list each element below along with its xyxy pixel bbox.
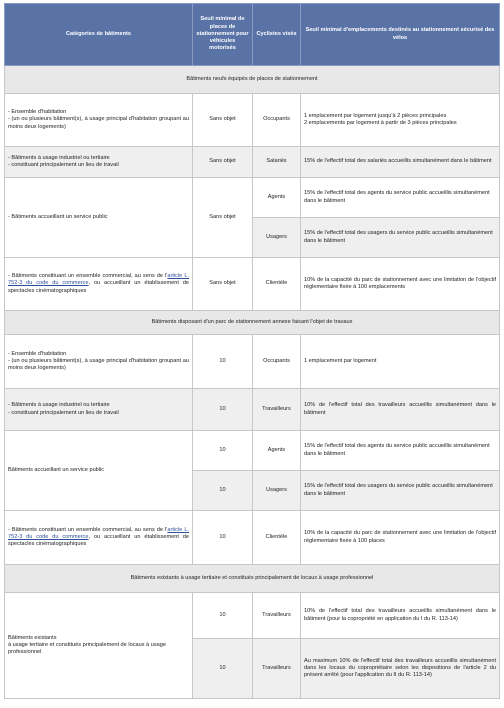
motor-threshold-cell: 10: [193, 389, 253, 431]
category-cell: - Bâtiments à usage industriel ou tertiaire - constituant principalement un lieu de travail: [5, 147, 193, 178]
header-bike-threshold: Seuil minimal d'emplacements destinés au stationnement sécurisé des vélos: [301, 4, 500, 66]
cyclists-cell: Usagers: [253, 218, 301, 258]
commerce-code-link[interactable]: article L. 752-3 du code du commerce: [8, 273, 189, 287]
category-cell: - Ensemble d'habitation - (un ou plusieurs bâtiment(s), à usage principal d'habitation groupant au moins deux logements): [5, 94, 193, 147]
header-cyclists: Cyclistes visés: [253, 4, 301, 66]
category-cell: [5, 258, 193, 311]
bike-parking-table: [4, 3, 500, 699]
motor-threshold-cell: Sans objet: [193, 147, 253, 178]
cyclists-cell: Clientèle: [253, 511, 301, 565]
bike-threshold-cell: 10% de l'effectif total des travailleurs accueillis simultanément dans le bâtiment (pour la copropriété en application du I du R. 113-14): [301, 593, 500, 639]
table-row: [5, 511, 500, 565]
cyclists-cell: Agents: [253, 178, 301, 218]
cyclists-cell: Usagers: [253, 471, 301, 511]
category-cell: Bâtiments accueillant un service public: [5, 431, 193, 511]
cyclists-cell: Salariés: [253, 147, 301, 178]
category-cell: [5, 511, 193, 565]
table-row: [5, 389, 500, 431]
section-row-new-buildings: [5, 66, 500, 94]
table-row: [5, 335, 500, 389]
motor-threshold-cell: 10: [193, 431, 253, 471]
bike-threshold-cell: Au maximum 10% de l'effectif total des travailleurs accueillis simultanément dans les locaux du copropriétaire selon les dispositions de l'article 2 du présent arrêté (pour l'application du II du R. 113-14): [301, 639, 500, 699]
motor-threshold-cell: Sans objet: [193, 258, 253, 311]
table-row: [5, 258, 500, 311]
table-header-row: [5, 4, 500, 66]
category-cell: - Bâtiments accueillant un service public: [5, 178, 193, 258]
table-row: [5, 593, 500, 639]
table-row: [5, 178, 500, 218]
table-row: [5, 94, 500, 147]
bike-threshold-cell: 1 emplacement par logement: [301, 335, 500, 389]
bike-threshold-cell: 15% de l'effectif total des usagers du service public accueillis simultanément dans le bâtiment: [301, 218, 500, 258]
bike-threshold-cell: 15% de l'effectif total des agents du service public accueillis simultanément dans le bâtiment: [301, 431, 500, 471]
category-cell: - Ensemble d'habitation - (un ou plusieurs bâtiment(s), à usage principal d'habitation groupant au moins deux logements): [5, 335, 193, 389]
section-title: Bâtiments existants à usage tertiaire et constitués principalement de locaux à usage professionnel: [5, 565, 500, 593]
table-row: [5, 431, 500, 471]
cyclists-cell: Travailleurs: [253, 639, 301, 699]
motor-threshold-cell: 10: [193, 471, 253, 511]
bike-threshold-cell: 15% de l'effectif total des agents du service public accueillis simultanément dans le bâtiment: [301, 178, 500, 218]
bike-threshold-cell: 1 emplacement par logement jusqu'à 2 pièces principales 2 emplacements par logement à partir de 3 pièces principales: [301, 94, 500, 147]
bike-threshold-cell: 15% de l'effectif total des salariés accueillis simultanément dans le bâtiment: [301, 147, 500, 178]
section-row-existing-tertiary: [5, 565, 500, 593]
bike-threshold-cell: 10% de la capacité du parc de stationnement avec une limitation de l'objectif réglementaire fixée à 100 emplacements: [301, 258, 500, 311]
motor-threshold-cell: Sans objet: [193, 178, 253, 258]
section-row-renovation: [5, 311, 500, 335]
cyclists-cell: Occupants: [253, 335, 301, 389]
section-title: Bâtiments neufs équipés de places de stationnement: [5, 66, 500, 94]
category-text-end: , ou accueillant un établissement de spectacles cinématographiques: [8, 280, 189, 294]
cyclists-cell: Travailleurs: [253, 593, 301, 639]
section-title: Bâtiments disposant d'un parc de stationnement annexe faisant l'objet de travaux: [5, 311, 500, 335]
bike-threshold-cell: 10% de la capacité du parc de stationnement avec une limitation de l'objectif réglementaire fixée à 100 places: [301, 511, 500, 565]
cyclists-cell: Travailleurs: [253, 389, 301, 431]
category-text-start: - Bâtiments constituant un ensemble commercial, au sens de l': [8, 273, 168, 280]
category-cell: - Bâtiments à usage industriel ou tertiaire - constituant principalement un lieu de travail: [5, 389, 193, 431]
commerce-code-link[interactable]: article L. 752-3 du code du commerce: [8, 526, 189, 540]
regulation-table-wrapper: [4, 3, 499, 699]
category-cell: Bâtiments existants à usage tertiaire et constitués principalement de locaux à usage professionnel: [5, 593, 193, 699]
category-text-start: - Bâtiments constituant un ensemble commercial, au sens de l': [8, 526, 168, 533]
motor-threshold-cell: 10: [193, 511, 253, 565]
motor-threshold-cell: 10: [193, 335, 253, 389]
motor-threshold-cell: 10: [193, 639, 253, 699]
motor-threshold-cell: 10: [193, 593, 253, 639]
cyclists-cell: Agents: [253, 431, 301, 471]
category-text-end: , ou accueillant un établissement de spectacles cinématographiques: [8, 533, 189, 548]
cyclists-cell: Occupants: [253, 94, 301, 147]
motor-threshold-cell: Sans objet: [193, 94, 253, 147]
table-row: [5, 147, 500, 178]
header-categories: Catégories de bâtiments: [5, 4, 193, 66]
header-motor-threshold: Seuil minimal de places de stationnement pour véhicules motorisés: [193, 4, 253, 66]
bike-threshold-cell: 15% de l'effectif total des usagers du service public accueillis simultanément dans le bâtiment: [301, 471, 500, 511]
cyclists-cell: Clientèle: [253, 258, 301, 311]
bike-threshold-cell: 10% de l'effectif total des travailleurs accueillis simultanément dans le bâtiment: [301, 389, 500, 431]
